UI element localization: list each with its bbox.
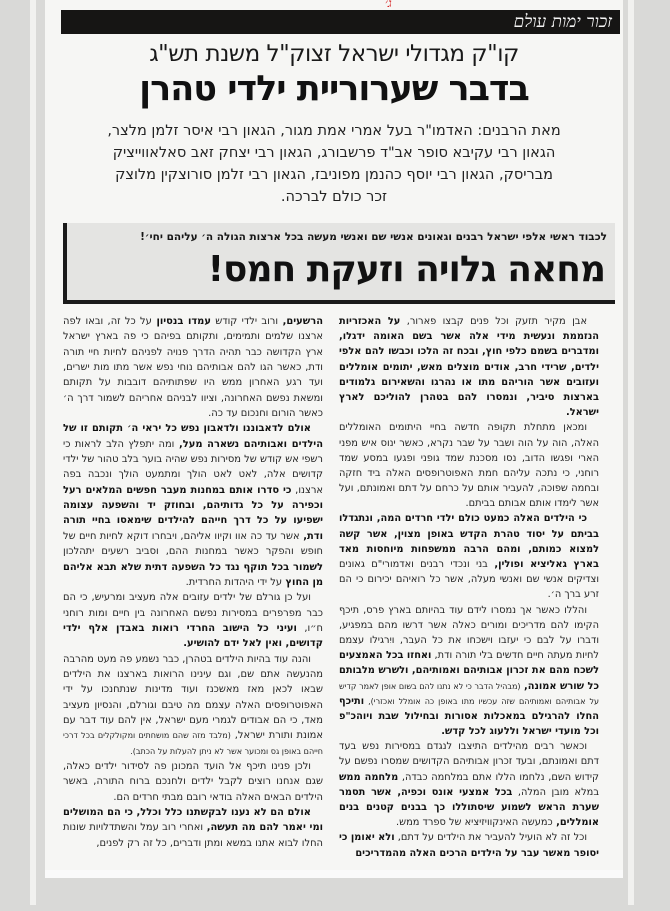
- article-paragraph: [63, 314, 323, 421]
- bold-text-run: ותיכף החלו להרגילם במאכלות אסורות ובחילול שבת ויוהכ"פ וכל מועדי ישראל וללעוג לכל קדש.: [339, 695, 599, 738]
- text-run: על כל זה, ובאו לפה ארצנו שלמים ותמימים, ותקותם בפיהם כי פה בארץ ישראל ארץ הקדושה כבר תהיה הדרך פנויה לפניהם לחיות חיי תורה ודת, כאשר הגו להם אבותיהם נוחי נפש אשר מתו מות ישרים, ועד רגע האחרון ממש היו שפתותיהם דובבות על תקותם ומשאת נפשם האחרונה, וציוו לבניהם אחריהם לשמור דרך ה׳ כאשר הורום וחנכום עד כה.: [63, 316, 323, 420]
- text-run: אבן מקיר תזעק וכל פנים קבצו פארור,: [400, 316, 587, 327]
- article-paragraph: [339, 511, 599, 602]
- text-run: על ידי היהדות החרדית.: [185, 576, 283, 588]
- page-edge-right: [628, 0, 634, 905]
- text-run: ולכן פנינו תיכף אל הועד המכונן פה לסידור ילדים כאלה, שגם אנחנו רוצים לקבל ילדים ולחנכם ברוח התורה, באשר הילדים הבאים האלה בודאי רובם מבתי חרדים הם.: [63, 760, 323, 803]
- newspaper-page: [45, 0, 623, 878]
- text-run: ואחרי רוב עמל והשתדלויות שונות החלו לבוא אתנו במשא ומתן ודברים, כל זה רק לפנים,: [63, 822, 323, 849]
- bold-text-run: כי הילדים האלה כמעט כולם ילדי חרדים המה, ונתגדלו בביתם על יסוד טהרת הקדש באופן מצוין, אשר קשה למצוא כמותם, ומהם הרבה ממשפחות מיוחסות מאד בארץ גאליציא ופולין,: [339, 513, 599, 570]
- bold-text-run: אולם לדאבוננו ולדאבון נפש כל יראי ה׳ תקותם זו של הילדים ואבותיהם נשארה מעל,: [63, 423, 323, 450]
- bold-text-run: ועיני כל הישוב החרדי רואות באבדן אלף ילדי קדושים, ואין לאל ידם להושיע.: [63, 622, 323, 650]
- bold-text-run: אשר תסמר שערת הראש לשמוע שיסתוללו כך בבנים קטנים בנים אומללים,: [339, 786, 599, 829]
- article-paragraph: [339, 420, 599, 511]
- bold-text-run: ולא יאומן כי יסופר מאשר עבר על הילדים הרכים האלה מהמדריכים: [339, 832, 599, 859]
- text-run: ורוב ילדי קודש: [210, 316, 279, 327]
- article-paragraph: [339, 603, 599, 740]
- bold-text-run: לשמור בכל תוקף נגד כל השפעה דתית שלא תבא אליהם מן החוץ: [63, 561, 323, 588]
- callout-box: [63, 223, 615, 304]
- section-banner: [61, 10, 620, 34]
- bold-text-run: בכל אמצעי אונס וכפיה,: [391, 786, 513, 798]
- byline-line: מבריסק, הגאון רבי יוסף כהנמן מפוניבז, הגאון רבי זלמן סורוצקין מלוצק: [115, 167, 553, 183]
- article-paragraph: [63, 421, 323, 590]
- text-run: ומכאן מתחלת תקופה חדשה בחיי היתומים האומללים האלה, הוה על הוה ושבר על שבר נקרא, כאשר ינוס איש מפני הארי ופגשו הדוב, נסו מסכנת שמד גופני ופגעו במסע שמד רוחני, כי נתכה עליהם חמת האפוטרופסים האלה ביד חזקה ובחמה שפוכה, להעביר אותם על כרחם על דתם ואמונתם, ועל אשר לימדו אותם אבותם בביתם.: [339, 422, 599, 510]
- byline-line: זכר כולם לברכה.: [280, 189, 388, 205]
- section-title: זכור ימות עולם: [513, 12, 612, 32]
- text-run: ועל כן גורלם של ילדים עזובים אלה מעציב ומרעיש, כי הם כבר מפרפרים במסירות נפשם האחרונה בין חיים ומות רוחני ח״ו,: [63, 592, 324, 634]
- text-run: והללו כאשר אך נמסרו לידם עוד בהיותם בארץ פרס, תיכף הקימו להם מדריכים ומורים כאלה אשר דרשו מהם במפגיע, ודברו על לבם כי יעזבו וישכחו את כל העבר, ויִרגילו עצמם לחיות מעתה חיים חדשים בלי תורה ודת,: [339, 604, 599, 662]
- headline-kicker: קו"ק מגדולי ישראל זצוק"ל משנת תש"ג: [149, 41, 519, 67]
- byline: [65, 120, 603, 208]
- page-edge-left: [30, 0, 36, 905]
- byline-line: מאת הרבנים: האדמו"ר בעל אמרי אמת מגור, הגאון רבי איסר זלמן מלצר,: [107, 123, 561, 139]
- bold-text-run: עמדו בנסיון: [151, 316, 211, 327]
- headline-title: בדבר שערוריית ילדי טהרן: [139, 69, 529, 109]
- article-column-left: [63, 314, 323, 851]
- text-run: כמעשה האינקוויזיציא של ספרד ממש.: [396, 817, 553, 829]
- article-paragraph: [339, 739, 599, 830]
- bold-text-run: ואחזו בכל האמצעים לשכח מהם את זכרון אבותיהם ואמותיהם, ולשרש מלבותם כל שורש אמונה,: [339, 650, 599, 692]
- callout-subtitle: לכבוד ראשי אלפי ישראל רבנים וגאונים אנשי שם ואנשי מעשה בכל ארצות הגולה ה׳ עליהם יחי׳!: [140, 231, 607, 243]
- bold-text-run: הרשעים,: [278, 316, 323, 327]
- text-run: וכאשר רבים מהילדים התיצבו לנגדם במסירות נפש בעד דתם ואמונתם, ובעד זכרון אבותיהם הקדושים שמסרו נפשם על קידוש השם, נלחמו הללו אתם במלחמה כבדה,: [339, 741, 599, 783]
- bold-text-run: אולם הם לא נענו לבקשתנו כלל וכלל, כי הם המושלים ומי יאמר להם מה תעשה,: [63, 807, 324, 834]
- byline-line: הגאון רבי עקיבא סופר אב"ד פרשבורג, הגאון רבי יצחק זאב סאלאווייציק: [112, 145, 556, 161]
- article-paragraph: [63, 590, 323, 651]
- callout-title: מחאה גלויה וזעקת חמס!: [207, 249, 605, 290]
- bold-text-run: כי סדרו אותם במחנות מעבר חפשים המלאים רעל וכפירה על כל גדותיהם, ובחוזק יד והשפעה עצומה ישפיעו על כל דרך חייהם להילדים שימאסו בחיי תורה ודת,: [63, 484, 323, 542]
- article-paragraph: [339, 314, 599, 420]
- text-run: (מלבד מזה שהם מושחתים ומקולקלים בכל דרכי חייהם באופן גס ומכוער אשר לא ניתן להעלות על הכתב).: [63, 731, 323, 756]
- article-paragraph: [63, 652, 323, 759]
- text-run: במלא מובן המלה,: [512, 786, 599, 798]
- text-run: וכל זה לא הועיל להעביר את הילדים על דתם,: [394, 832, 588, 844]
- article-paragraph: [339, 830, 599, 860]
- text-run: והנה עוד בהיות הילדים בטהרן, כבר נשמע פה מעט מהרבה מהנעשה אתם שם, וגם עינינו הרואות בארצנו את הילדים שבאו לכאן מאז מאשכנז ועוד מדינות שנתחנכו על ידי האפוטרופסים האלה עצמם מה טיבם וגורלם, והנסיון מעציב מאד, כי הם אבודים לגמרי מעם ישראל, אין להם עוד דבר עם אמונת ותורת ישראל,: [63, 653, 323, 742]
- bold-text-run: על האכזריות הנזממת ונעשית מידי אלה אשר בשם האומה ידגלו, ומדברים בשמם כלפי חוץ, ובכח זה הלכו וכבשו להם אלפי ילדים, שרידי חרב, אודים מוצלים מאש, יתומים אומללים ועזובים אשר הוריהם מתו או נהרגו והשאירום גלמודים בארצות סיביר, ונמסרו להם בטהרן להוליכם לארץ ישראל.: [339, 316, 599, 419]
- text-run: (מבהיל הדבר כי לא נתנו להם בשום אופן לאמר קדיש על אבותיהם ואמותיהם שזה עכשיו מתו באופן כה אומלל ואכזרי),: [339, 681, 599, 706]
- text-run: אשר עד כה אוו וקיוו אליהם, ויבחרו דוקא לחיות חיים של חופש והפקר כאשר במחנות ההם, וסביב רשעים יתהלכון: [63, 530, 323, 558]
- article-paragraph: [63, 759, 323, 805]
- bold-text-run: מלחמה ממש: [339, 771, 399, 783]
- article-paragraph: [63, 805, 323, 851]
- article-column-right: [339, 314, 599, 861]
- text-run: ומה יתפלץ הלב לראות כי רשפי אש קודש של מסירות נפש שהיה בוער בלב טהור של ילדי קדושים אלה, לאט לאט הולך ומתמעט הולך ונכבה בפה ארצנו,: [63, 438, 324, 496]
- handwritten-mark: ג׳: [385, 0, 392, 10]
- text-run: בני ונכדי רבנים ואדמורי"ם גאונים וצדיקים אנשי שם ואנשי מעלה, אשר כל רואיהם יכירום כי הם זרע ברך ה׳.: [339, 559, 599, 601]
